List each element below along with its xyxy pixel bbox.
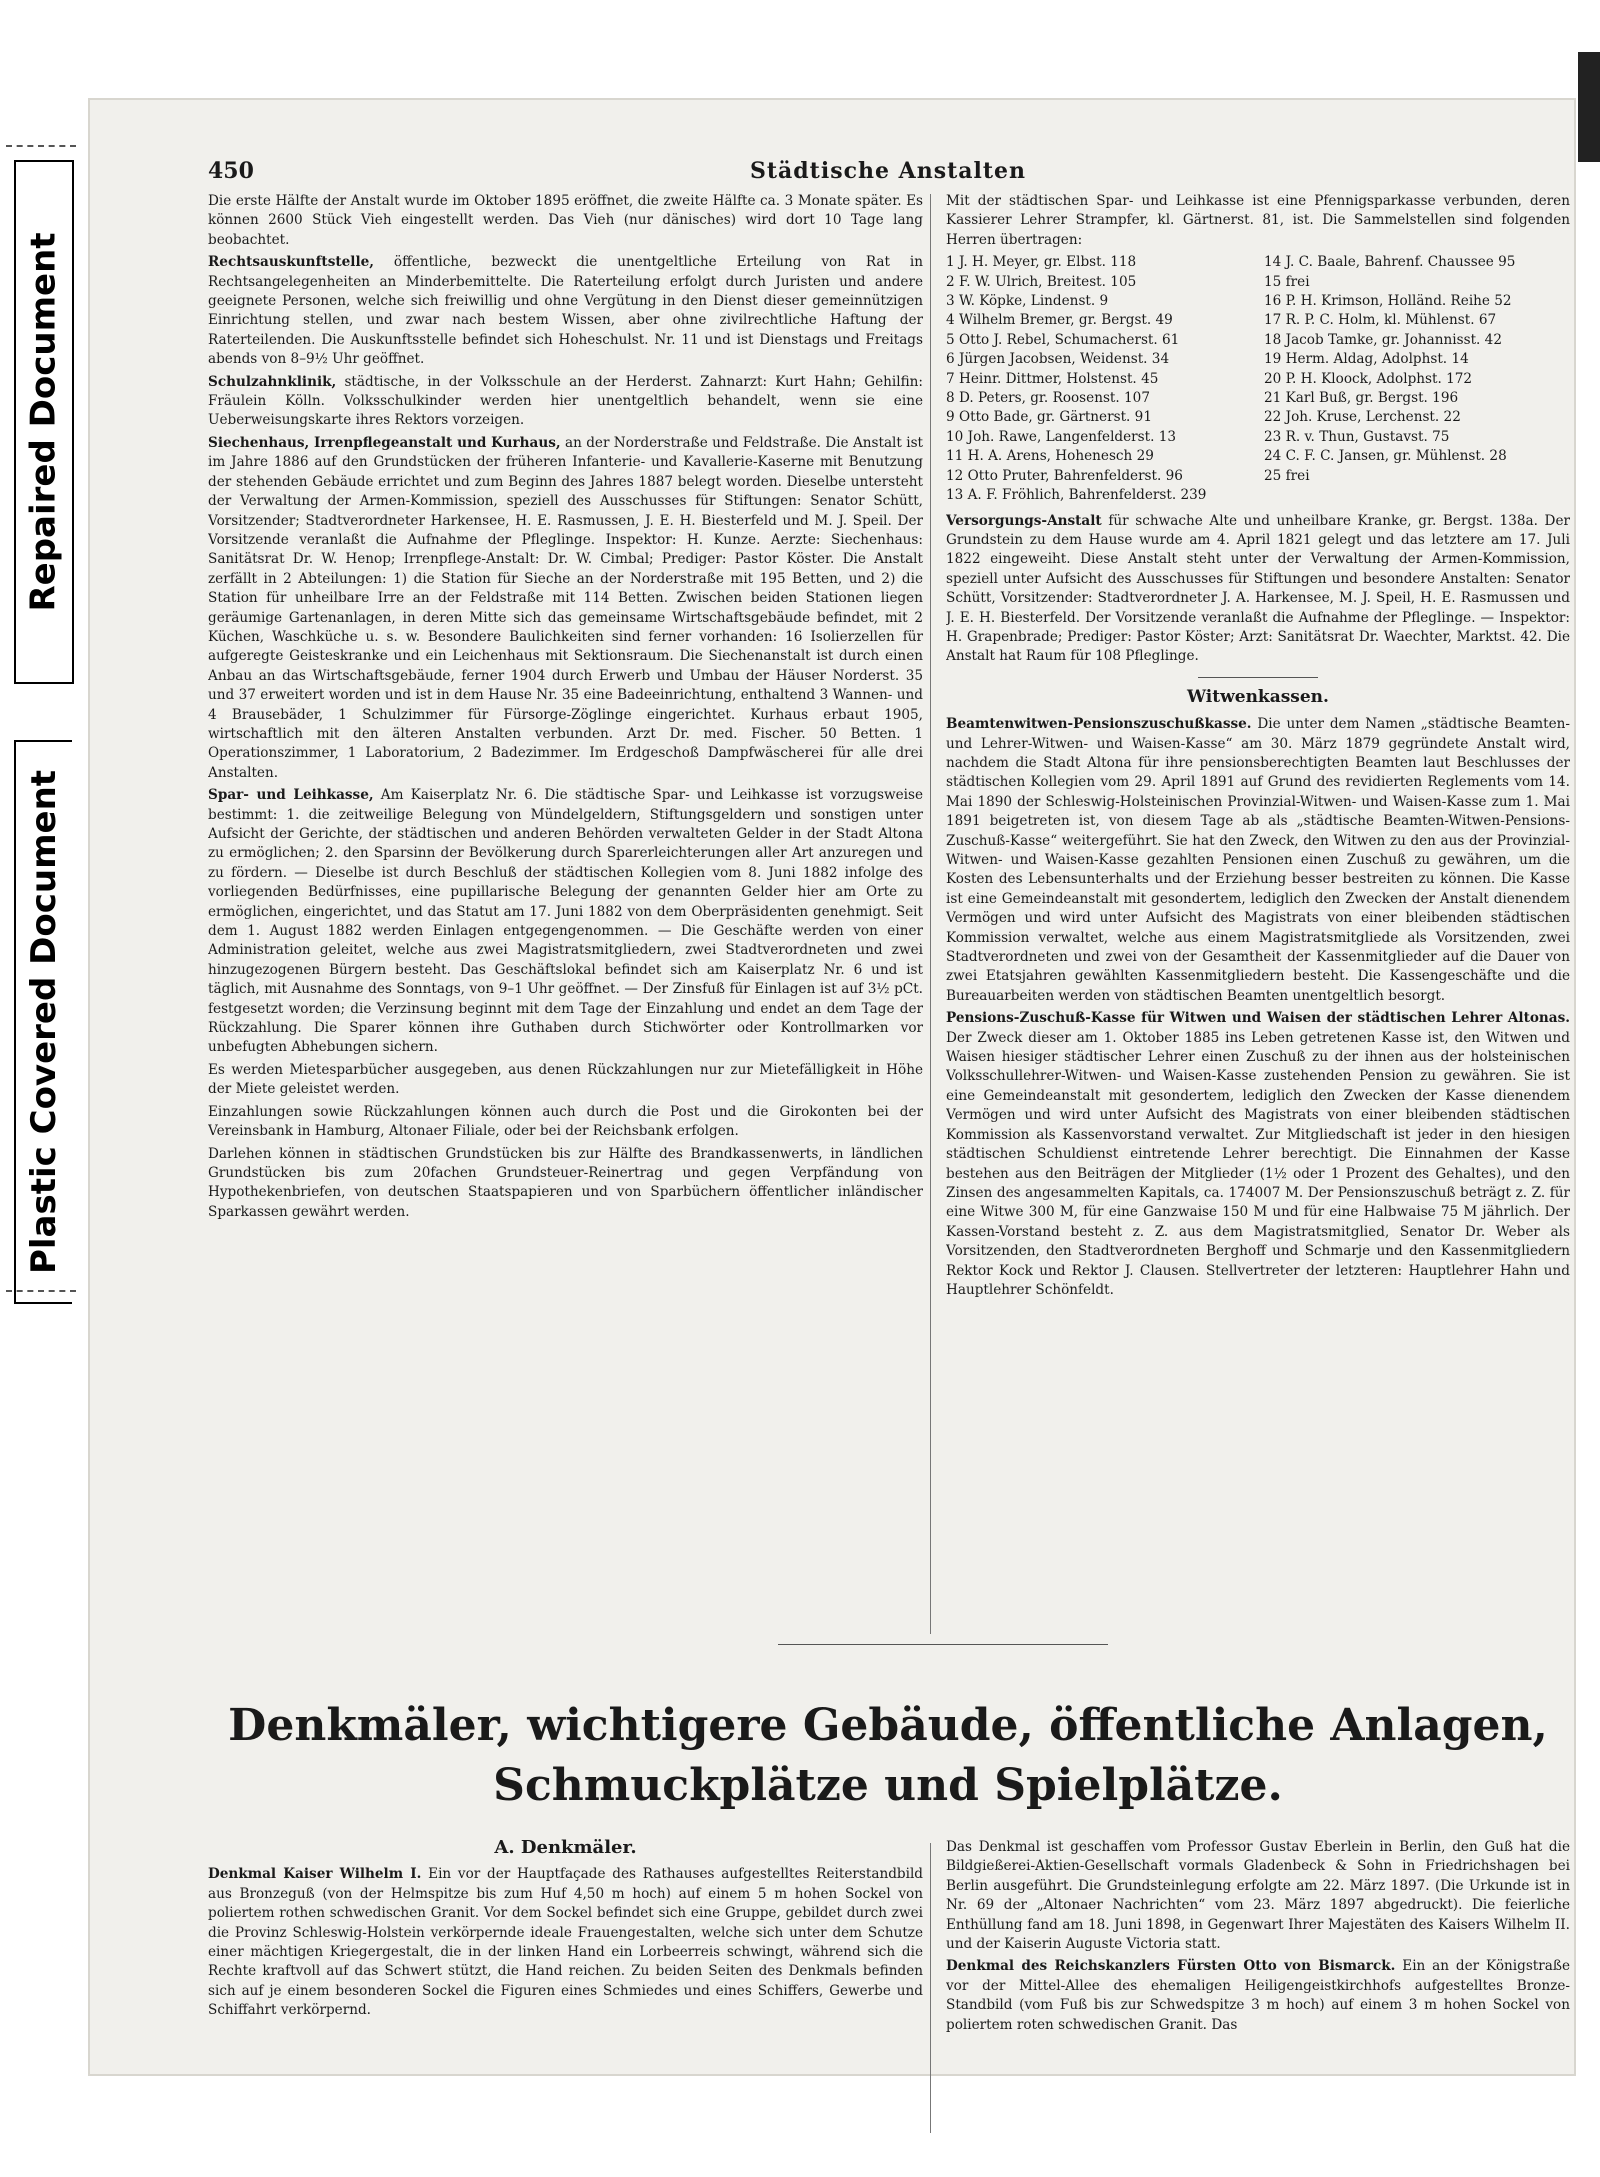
section-heading: Witwenkassen. — [1187, 686, 1329, 707]
paragraph — [946, 715, 1570, 1006]
paragraph: Mit der städtischen Spar- und Leihkasse ist eine Pfennigsparkasse verbunden, deren Kassierer Lehrer Strampfer, kl. Gärtnerst. 81, ist. Die Sammelstellen sind folgenden Herren übertragen: — [946, 193, 1570, 248]
entry-title: Spar- und Leihkasse, — [208, 787, 374, 804]
collector-item: 12 Otto Pruter, Bahrenfelderst. 96 — [946, 467, 1183, 484]
collector-item: 3 W. Köpke, Lindenst. 9 — [946, 293, 1109, 310]
collector-item: 24 C. F. C. Jansen, gr. Mühlenst. 28 — [1264, 448, 1507, 465]
running-head: Städtische Anstalten — [749, 158, 1027, 184]
paragraph — [208, 373, 923, 431]
collector-item: 13 A. F. Fröhlich, Bahrenfelderst. 239 — [946, 487, 1207, 504]
paragraph — [946, 512, 1570, 667]
binding-edge — [1578, 52, 1600, 162]
paragraph: Einzahlungen sowie Rückzahlungen können auch durch die Post und die Girokonten bei der Vereinsbank in Hamburg, Altonaer Filiale, oder bei der Reichsbank erfolgen. — [208, 1103, 923, 1140]
paragraph — [208, 253, 923, 369]
entry-title: Schulzahnklinik, — [208, 373, 337, 390]
entry-title: Beamtenwitwen-Pensionszuschußkasse. — [946, 716, 1252, 733]
entry-text: Der Zweck dieser am 1. Oktober 1885 ins Leben getretenen Kasse ist, den Witwen und Waisen hiesiger städtischer Lehrer einen Zuschuß zu der ihnen aus der holsteinischen Volksschullehrer-Witwen- und Waisen-Kasse zustehenden Pension zu gewähren. Sie ist eine Gemeindeanstalt mit gesondertem, lediglich den Zwecken der Kasse dienendem Vermögen und wird unter Aufsicht des Magistrats von einer bleibenden städtischen Kommission als Kassenvorstand verwaltet. Zur Mitgliedschaft ist jeder in den hiesigen städtischen Schuldienst eintretende Lehrer berechtigt. Die Einnahmen der Kasse bestehen aus den Beiträgen der Mitglieder (1½ oder 1 Prozent des Gehaltes), und den Zinsen des angesammelten Kapitals, ca. 174007 M. Der Pensionszuschuß beträgt z. Z. für eine Witwe 300 M, für eine Ganzwaise 150 M und für eine Halbwaise 75 M jährlich. Der Kassen-Vorstand besteht z. Z. aus dem Magistratsmitglied, Senator Dr. Weber als Vorsitzenden, den Stadtverordneten Berghoff und Schmarje und den Kassenmitgliedern Rektor Kock und Rektor J. Clausen. Stellvertreter der letzteren: Hauptlehrer Hahn und Hauptlehrer Schönfeldt. — [946, 1029, 1570, 1298]
paragraph — [208, 434, 923, 783]
paragraph: Es werden Mietesparbücher ausgegeben, aus denen Rückzahlungen nur zur Mietefälligkeit in Höhe der Miete geleistet werden. — [208, 1061, 923, 1098]
entry-title: Siechenhaus, Irrenpflegeanstalt und Kurhaus, — [208, 434, 561, 451]
collector-item: 8 D. Peters, gr. Roosenst. 107 — [946, 390, 1150, 407]
entry-title: Denkmal Kaiser Wilhelm I. — [208, 1866, 422, 1883]
collector-item: 16 P. H. Krimson, Holländ. Reihe 52 — [1264, 293, 1512, 310]
collector-item: 5 Otto J. Rebel, Schumacherst. 61 — [946, 331, 1180, 348]
entry-title: Pensions-Zuschuß-Kasse für Witwen und Waisen der städtischen Lehrer Altonas. — [946, 1010, 1570, 1027]
entry-text: Die unter dem Namen „städtische Beamten- und Lehrer-Witwen- und Waisen-Kasse“ am 30. März 1879 gegründete Anstalt wird, nachdem die Stadt Altona für ihre pensionsberechtigten Beamten laut Beschlusses der städtischen Kollegien vom 29. April 1891 auf Grund des revidierten Reglements vom 14. Mai 1890 der Schleswig-Holsteinischen Provinzial-Witwen- und Waisen-Kasse zum 1. Mai 1891 beigetreten ist, von diesem Tage ab als „städtische Beamten-Witwen-Pensions-Zuschuß-Kasse“ weitergeführt. Sie hat den Zweck, den Witwen zu den aus der Provinzial-Witwen- und Waisen-Kasse gezahlten Pensionen einen Zuschuß zu gewähren, um die Kosten des Lebensunterhalts und der Erziehung besser bestreiten zu können. Die Kasse ist eine Gemeindeanstalt mit gesondertem, lediglich den Zwecken der Anstalt dienendem Vermögen und wird unter Aufsicht des Magistrats von einer bleibenden städtischen Kommission verwaltet, welche aus einem Magistratsmitgliede als Vorsitzenden, zwei Stadtverordneten und zwei von der Gesamtheit der Kassenmitglieder auf die Dauer von zwei Etatsjahren gewählten Kassenmitgliedern besteht. Die Kassengeschäfte und die Bureauarbeiten werden von städtischen Beamten unentgeltlich besorgt. — [946, 716, 1570, 1004]
collector-item: 11 H. A. Arens, Hohenesch 29 — [946, 448, 1154, 465]
collector-item: 9 Otto Bade, gr. Gärtnerst. 91 — [946, 409, 1152, 426]
entry-text: für schwache Alte und unheilbare Kranke, gr. Bergst. 138a. Der Grundstein zu dem Hause wurde am 4. April 1821 gelegt und das letztere am 17. Juli 1822 eingeweiht. Diese Anstalt steht unter der Verwaltung der Armen-Kommission, speziell unter Aufsicht des Ausschusses für Stiftungen und besondere Anstalten: Senator Schütt, Vorsitzender: Stadtverordneter J. A. Harkensee, M. J. Speil, H. E. Rasmussen und J. E. H. Biesterfeld. Der Vorsitzende veranlaßt die Aufnahme der Pfleglinge. — Inspektor: H. Grapenbrade; Prediger: Pastor Köster; Arzt: Sanitätsrat Dr. Waechter, Marktst. 42. Die Anstalt hat Raum für 108 Pfleglinge. — [946, 512, 1570, 665]
collector-item: 2 F. W. Ulrich, Breitest. 105 — [946, 273, 1137, 290]
paragraph: Die erste Hälfte der Anstalt wurde im Oktober 1895 eröffnet, die zweite Hälfte ca. 3 Monate später. Es können 2600 Stück Vieh eingestellt werden. Das Vieh (nur dänisches) wird dort 10 Tage lang beobachtet. — [208, 193, 923, 248]
collector-item: 20 P. H. Kloock, Adolphst. 172 — [1264, 370, 1473, 387]
paragraph — [208, 786, 923, 1058]
entry-text: an der Norderstraße und Feldstraße. Die Anstalt ist im Jahre 1886 auf den Grundstücken der früheren Infanterie- und Kavallerie-Kaserne mit Benutzung der stehenden Gebäude errichtet und zum Beginn des Jahres 1887 belegt worden. Dieselbe untersteht der Verwaltung der Armen-Kommission, speziell des Ausschusses für Stiftungen: Senator Schütt, Vorsitzender; Stadtverordneter Harkensee, H. E. Rasmussen, J. E. H. Biesterfeld und M. J. Speil. Der Vorsitzende veranlaßt die Aufnahme der Pfleglinge. Inspektor: H. Kunze. Aerzte: Siechenhaus: Sanitätsrat Dr. W. Henop; Irrenpflege-Anstalt: Dr. W. Cimbal; Prediger: Pastor Köster. Die Anstalt zerfällt in 2 Abteilungen: 1) die Station für Sieche an der Norderstraße mit 195 Betten, und 2) die Station für unheilbare Irre an der Feldstraße mit 114 Betten. Zwischen beiden Stationen liegen geräumige Gartenanlagen, in deren Mitte sich das gemeinsame Wirtschaftsgebäude befindet, mit 2 Küchen, Waschküche u. s. w. Besondere Baulichkeiten sind ferner vorhanden: 16 Isolierzellen für aufgeregte Geisteskranke und ein Leichenhaus mit Sektionsraum. Die Siechenanstalt ist durch einen Anbau an das Wirtschaftsgebäude, ferner 1904 durch Erwerb und Umbau der Häuser Norderst. 35 und 37 erweitert worden und ist in dem Hause Nr. 35 eine Badeeinrichtung, enthaltend 3 Wannen- und 4 Brausebäder, 1 Schulzimmer für Fürsorge-Zöglinge eingerichtet. Kurhaus erbaut 1905, wirtschaftlich mit den älteren Anstalten verbunden. Arzt Dr. med. Fischer. 50 Betten. 1 Operationszimmer, 1 Laboratorium, 2 Badezimmer. Im Erdgeschoß Dampfwäscherei für alle drei Anstalten. — [208, 434, 923, 781]
collector-item: 1 J. H. Meyer, gr. Elbst. 118 — [946, 254, 1137, 271]
collector-item: 18 Jacob Tamke, gr. Johannisst. 42 — [1264, 331, 1502, 348]
entry-text: Ein an der Königstraße vor der Mittel-Allee des ehemaligen Heiligengeistkirchhofs aufgestelltes Bronze-Standbild (vom Fuß bis zur Schwedspitze 3 m hoch) auf einem 3 m hohen Sockel von poliertem roten schwedischen Granit. Das — [946, 1958, 1570, 2033]
paragraph: Das Denkmal ist geschaffen vom Professor Gustav Eberlein in Berlin, den Guß hat die Bildgießerei-Aktien-Gesellschaft vormals Gladenbeck & Sohn in Friedrichshagen bei Berlin ausgeführt. Die Grundsteinlegung erfolgte am 22. März 1897. (Die Urkunde ist in Nr. 69 der „Altonaer Nachrichten“ vom 23. März 1897 abgedruckt). Die feierliche Enthüllung fand am 18. Juni 1898, in Gegenwart Ihrer Majestäten des Kaisers Wilhelm II. und der Kaiserin Auguste Victoria statt. — [946, 1839, 1570, 1953]
collector-item: 25 frei — [1264, 467, 1310, 484]
section-rule — [1198, 677, 1318, 678]
repaired-document-stamp — [14, 160, 74, 684]
collector-item: 19 Herm. Aldag, Adolphst. 14 — [1264, 351, 1469, 368]
collector-item: 15 frei — [1264, 273, 1310, 290]
dashed-rule — [6, 1290, 76, 1292]
entry-text: städtische, in der Volksschule an der Herderst. Zahnarzt: Kurt Hahn; Gehilfin: Fräulein Kölln. Volksschulkinder werden hier unentgeltlich behandelt, wenn sie eine Ueberweisungskarte ihres Rektors vorzeigen. — [208, 373, 923, 429]
paragraph — [946, 1009, 1570, 1300]
collector-item: 17 R. P. C. Holm, kl. Mühlenst. 67 — [1264, 312, 1497, 329]
paragraph — [946, 1957, 1570, 2035]
collector-item: 10 Joh. Rawe, Langenfelderst. 13 — [946, 428, 1177, 445]
collector-item — [1264, 486, 1570, 505]
column-divider — [930, 1843, 931, 2133]
entry-title: Rechtsauskunftstelle, — [208, 254, 374, 271]
scanned-page — [88, 98, 1576, 2076]
collector-item: 23 R. v. Thun, Gustavst. 75 — [1264, 428, 1450, 445]
bottom-left-column — [208, 1838, 923, 2138]
entry-title: Denkmal des Reichskanzlers Fürsten Otto von Bismarck. — [946, 1958, 1396, 1975]
repaired-document-label: Repaired Document — [24, 232, 65, 612]
paragraph: Darlehen können in städtischen Grundstücken bis zur Hälfte des Brandkassenwerts, in ländlichen Grundstücken bis zum 20fachen Grundsteuer-Reinertrag und gegen Verpfändung von Hypothekenbriefen, von deutschen Staatspapieren und von Sparbüchern öffentlicher inländischer Sparkassen gewährt werden. — [208, 1145, 923, 1220]
main-title — [208, 1696, 1568, 1816]
page-header — [208, 158, 1568, 188]
collector-item: 4 Wilhelm Bremer, gr. Bergst. 49 — [946, 312, 1173, 329]
paragraph — [208, 1865, 923, 2020]
column-divider — [930, 194, 931, 1634]
collector-item: 6 Jürgen Jacobsen, Weidenst. 34 — [946, 351, 1170, 368]
dashed-rule — [6, 145, 76, 147]
main-title-line: Schmuckplätze und Spielplätze. — [493, 1760, 1283, 1811]
archive-sidebar — [0, 0, 84, 2177]
collector-item: 14 J. C. Baale, Bahrenf. Chaussee 95 — [1264, 254, 1516, 271]
sub-heading: A. Denkmäler. — [494, 1838, 637, 1858]
plastic-covered-document-stamp — [14, 740, 72, 1304]
entry-text: öffentliche, bezweckt die unentgeltliche Erteilung von Rat in Rechtsangelegenheiten an Minderbemittelte. Die Raterteilung erfolgt durch Juristen und andere geeignete Personen, welche sich freiwillig und ohne Vergütung in den Dienst dieser gemeinnützigen Einrichtung stellen, und zwar nach bestem Wissen, aber ohne zivilrechtliche Haftung der Raterteilenden. Die Auskunftsstelle befindet sich Hoheschulst. Nr. 11 und ist Dienstags und Freitags abends von 8–9½ Uhr geöffnet. — [208, 254, 923, 368]
entry-text: Am Kaiserplatz Nr. 6. Die städtische Spar- und Leihkasse ist vorzugsweise bestimmt: 1. die zeitweilige Belegung von Mündelgeldern, Stiftungsgeldern und sonstigen unter Aufsicht der Gerichte, der städtischen und anderen Behörden verwalteten Gelder in der Stadt Altona zu ermöglichen; 2. den Sparsinn der Bevölkerung durch Sparerleichterungen aller Art anzuregen und zu fördern. — Dieselbe ist durch Beschluß der städtischen Kollegien vom 8. Juni 1882 infolge des vorliegenden Bedürfnisses, eine pupillarische Belegung der genannten Gelder hier am Orte zu ermöglichen, eingerichtet, und das Statut am 17. Juni 1882 von dem Oberpräsidenten genehmigt. Seit dem 1. August 1882 werden Einlagen entgegengenommen. — Die Geschäfte werden von einer Administration geleitet, welche aus zwei Magistratsmitgliedern, zwei Stadtverordneten und zwei hinzugezogenen Bürgern besteht. Das Geschäftslokal befindet sich am Kaiserplatz Nr. 6 und ist täglich, mit Ausnahme des Sonntags, von 9–1 Uhr geöffnet. — Der Zinsfuß für Einlagen ist auf 3½ pCt. festgesetzt worden; die Verzinsung beginnt mit dem Tage der Einzahlung und endet an dem Tage der Rückzahlung. Die Sparer können ihre Guthaben durch Stichwörter oder Kontrollmarken vor unbefugten Abhebungen sichern. — [208, 787, 923, 1056]
entry-text: Ein vor der Hauptfaçade des Rathauses aufgestelltes Reiterstandbild aus Bronzeguß (von der Helmspitze bis zum Huf 4,50 m hoch) auf einem 5 m hohen Sockel von poliertem rothen schwedischen Granit. Vor dem Sockel befindet sich eine Gruppe, gebildet durch zwei die Provinz Schleswig-Holstein verkörpernde ideale Frauengestalten, welche sich unter dem Schutze einer mächtigen Kriegergestalt, die in der linken Hand ein Lorbeerreis schwingt, während sich die Rechte kraftvoll auf das Schwert stützt, die Hand reichen. Zu beiden Seiten des Denkmals befinden sich auf je einem besonderen Sockel die Figuren eines Schmiedes und eines Schiffers, Gewerbe und Schiffahrt verkörpernd. — [208, 1866, 923, 2019]
main-title-line: Denkmäler, wichtigere Gebäude, öffentliche Anlagen, — [228, 1700, 1548, 1751]
left-column — [208, 192, 923, 1582]
entry-title: Versorgungs-Anstalt — [946, 512, 1102, 529]
collector-item: 21 Karl Buß, gr. Bergst. 196 — [1264, 390, 1459, 407]
section-rule — [778, 1644, 1108, 1645]
collector-item: 7 Heinr. Dittmer, Holstenst. 45 — [946, 370, 1159, 387]
bottom-right-column — [946, 1838, 1570, 2138]
collector-list — [946, 253, 1570, 505]
page-number: 450 — [208, 158, 254, 184]
collector-item: 22 Joh. Kruse, Lerchenst. 22 — [1264, 409, 1461, 426]
plastic-covered-document-label: Plastic Covered Document — [24, 769, 65, 1275]
right-column — [946, 192, 1570, 1662]
